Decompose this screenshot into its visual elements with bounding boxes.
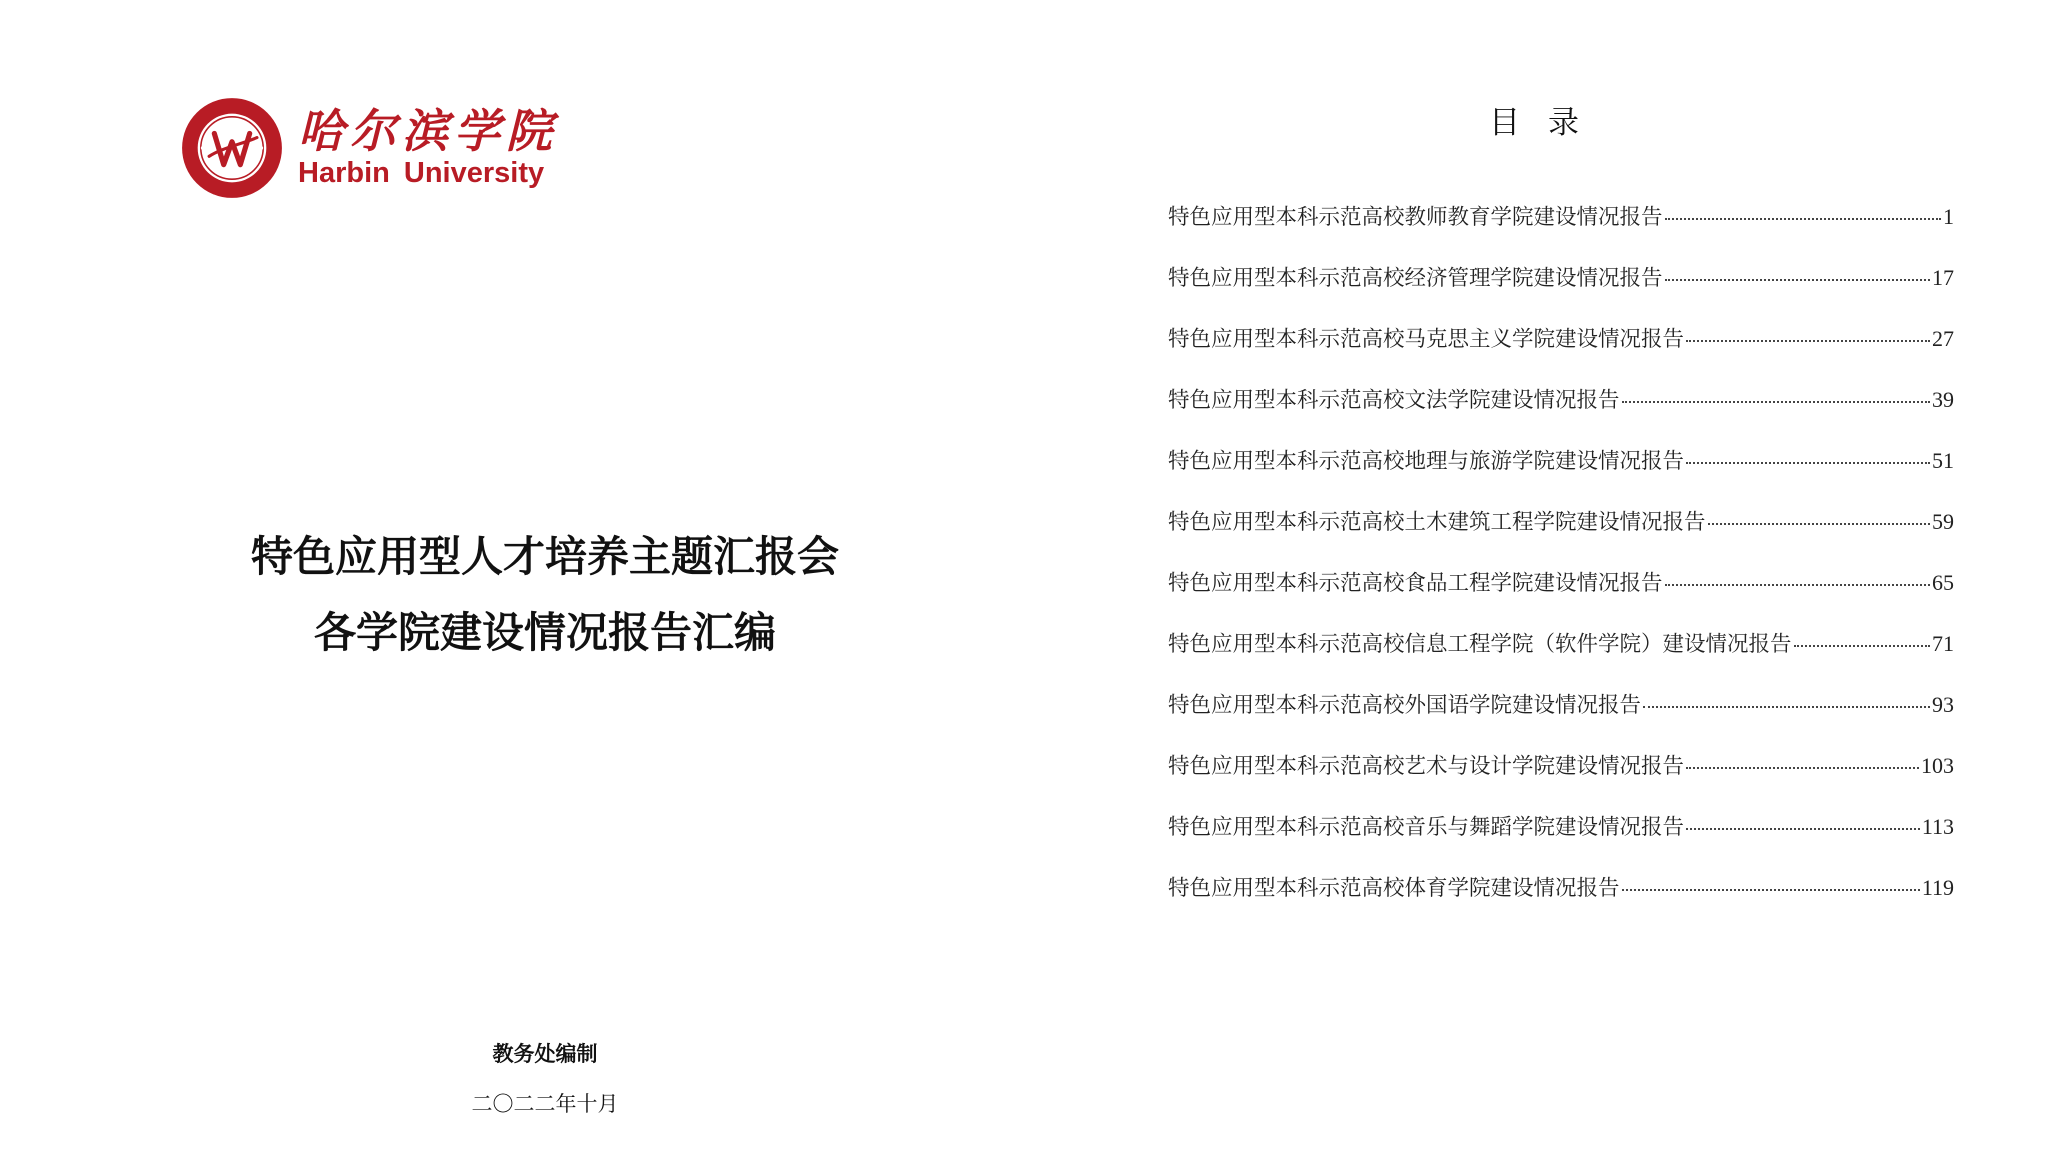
toc-dot-leader bbox=[1686, 828, 1920, 830]
toc-entry-title: 特色应用型本科示范高校信息工程学院（软件学院）建设情况报告 bbox=[1168, 632, 1792, 657]
toc-entry[interactable] bbox=[1168, 810, 1954, 871]
toc-entry[interactable] bbox=[1168, 322, 1954, 383]
toc-dot-leader bbox=[1665, 279, 1930, 281]
toc-entry-title: 特色应用型本科示范高校马克思主义学院建设情况报告 bbox=[1168, 327, 1685, 352]
toc-entry-page: 119 bbox=[1921, 875, 1954, 900]
toc-entry[interactable] bbox=[1168, 566, 1954, 627]
toc-entry-page: 93 bbox=[1932, 692, 1954, 717]
toc-list bbox=[1168, 200, 1954, 932]
toc-page bbox=[1024, 0, 2048, 1152]
toc-entry[interactable] bbox=[1168, 444, 1954, 505]
toc-dot-leader bbox=[1686, 340, 1930, 342]
toc-entry-title: 特色应用型本科示范高校地理与旅游学院建设情况报告 bbox=[1168, 449, 1685, 474]
cover-editor: 教务处编制 bbox=[492, 1042, 598, 1066]
toc-entry-title: 特色应用型本科示范高校艺术与设计学院建设情况报告 bbox=[1168, 754, 1685, 779]
toc-dot-leader bbox=[1622, 401, 1930, 403]
toc-entry-title: 特色应用型本科示范高校食品工程学院建设情况报告 bbox=[1168, 571, 1663, 596]
toc-dot-leader bbox=[1643, 706, 1930, 708]
toc-entry-title: 特色应用型本科示范高校外国语学院建设情况报告 bbox=[1168, 693, 1642, 718]
logo-chinese-name: 哈尔滨学院 bbox=[298, 103, 558, 158]
toc-entry-page: 39 bbox=[1932, 387, 1954, 412]
toc-dot-leader bbox=[1686, 462, 1930, 464]
toc-entry-page: 113 bbox=[1921, 814, 1954, 839]
toc-entry[interactable] bbox=[1168, 749, 1954, 810]
toc-entry-title: 特色应用型本科示范高校教师教育学院建设情况报告 bbox=[1168, 205, 1663, 230]
toc-entry-page: 103 bbox=[1921, 753, 1954, 778]
toc-heading: 目录 bbox=[1489, 105, 1607, 141]
toc-entry-page: 51 bbox=[1932, 448, 1954, 473]
toc-entry-page: 59 bbox=[1932, 509, 1954, 534]
toc-entry[interactable] bbox=[1168, 688, 1954, 749]
toc-entry[interactable] bbox=[1168, 505, 1954, 566]
toc-dot-leader bbox=[1686, 767, 1919, 769]
cover-title-line-1: 特色应用型人才培养主题汇报会 bbox=[250, 532, 839, 581]
toc-dot-leader bbox=[1794, 645, 1930, 647]
toc-dot-leader bbox=[1665, 218, 1941, 220]
toc-entry[interactable] bbox=[1168, 383, 1954, 444]
university-logo bbox=[180, 94, 558, 202]
toc-entry-title: 特色应用型本科示范高校文法学院建设情况报告 bbox=[1168, 388, 1620, 413]
logo-english-name: Harbin University bbox=[298, 157, 545, 190]
toc-entry-title: 特色应用型本科示范高校经济管理学院建设情况报告 bbox=[1168, 266, 1663, 291]
toc-entry-page: 27 bbox=[1932, 326, 1954, 351]
toc-entry-page: 1 bbox=[1943, 204, 1954, 229]
logo-wordmark bbox=[298, 103, 558, 190]
toc-entry-title: 特色应用型本科示范高校土木建筑工程学院建设情况报告 bbox=[1168, 510, 1706, 535]
cover-date: 二〇二二年十月 bbox=[471, 1092, 619, 1116]
cover-title-line-2: 各学院建设情况报告汇编 bbox=[313, 608, 776, 657]
toc-entry-page: 71 bbox=[1932, 631, 1954, 656]
toc-entry[interactable] bbox=[1168, 200, 1954, 261]
toc-entry-page: 17 bbox=[1932, 265, 1954, 290]
toc-entry[interactable] bbox=[1168, 627, 1954, 688]
toc-dot-leader bbox=[1622, 889, 1920, 891]
toc-entry-title: 特色应用型本科示范高校音乐与舞蹈学院建设情况报告 bbox=[1168, 815, 1685, 840]
toc-entry[interactable] bbox=[1168, 871, 1954, 932]
toc-dot-leader bbox=[1708, 523, 1930, 525]
toc-entry-page: 65 bbox=[1932, 570, 1954, 595]
toc-entry[interactable] bbox=[1168, 261, 1954, 322]
toc-dot-leader bbox=[1665, 584, 1930, 586]
toc-entry-title: 特色应用型本科示范高校体育学院建设情况报告 bbox=[1168, 876, 1620, 901]
university-emblem-icon bbox=[180, 96, 284, 200]
